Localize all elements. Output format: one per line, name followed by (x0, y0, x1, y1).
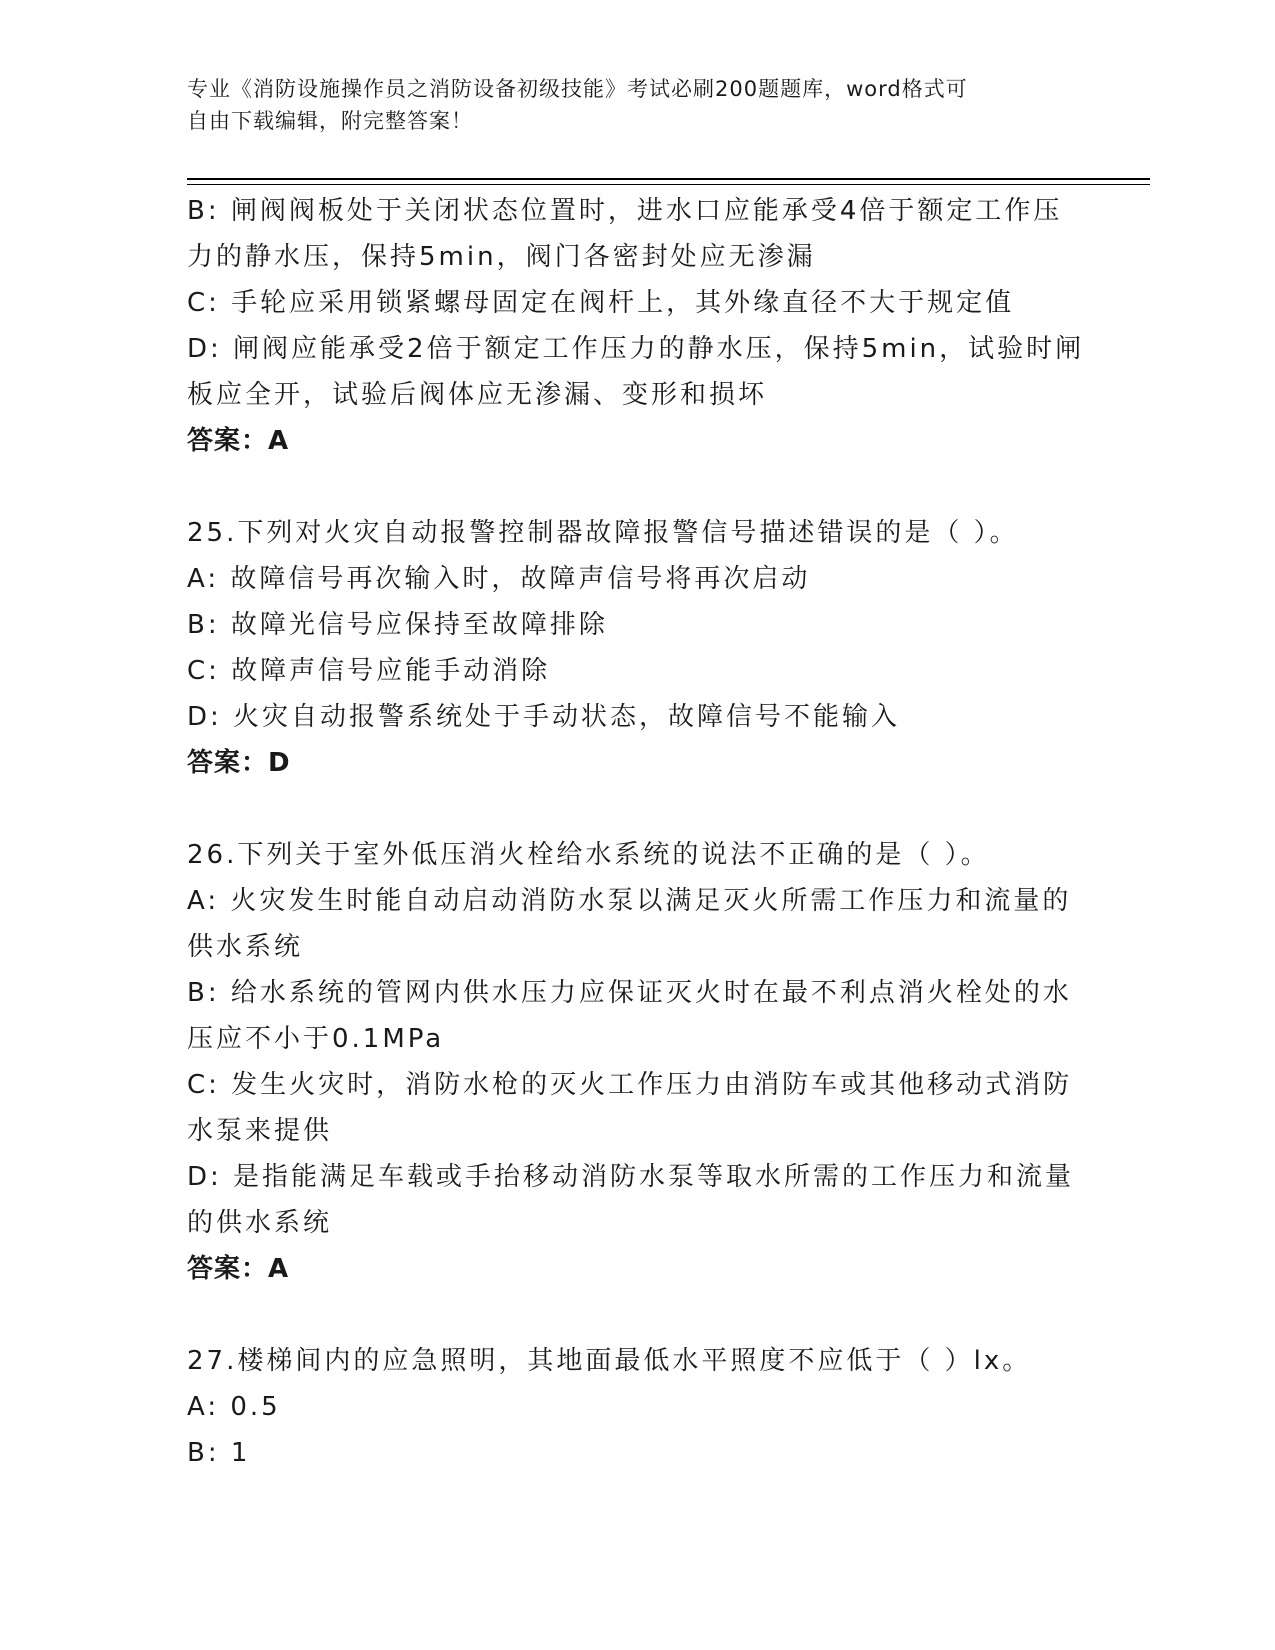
question-25-text: 25.下列对火灾自动报警控制器故障报警信号描述错误的是（ ）。 (187, 518, 1019, 548)
question-26-text: 26.下列关于室外低压消火栓给水系统的说法不正确的是（ ）。 (187, 840, 990, 870)
spacer (187, 1292, 1087, 1338)
question-27-text: 27.楼梯间内的应急照明，其地面最低水平照度不应低于（ ）lx。 (187, 1346, 1032, 1376)
option-b: B: 1 (187, 1438, 251, 1468)
option-d-line-2: 板应全开，试验后阀体应无渗漏、变形和损坏 (187, 380, 768, 410)
option-b-line-2: 压应不小于0.1MPa (187, 1024, 445, 1054)
option-d-line-2: 的供水系统 (187, 1208, 333, 1238)
spacer (187, 786, 1087, 832)
question-27-block (187, 1338, 1087, 1476)
option-c-line-2: 水泵来提供 (187, 1116, 333, 1146)
option-b-line-1: B: 给水系统的管网内供水压力应保证灭火时在最不利点消火栓处的水 (187, 978, 1072, 1008)
option-a-line-2: 供水系统 (187, 932, 304, 962)
question-content (187, 188, 1087, 1476)
option-c-line-1: C: 发生火灾时，消防水枪的灭火工作压力由消防车或其他移动式消防 (187, 1070, 1073, 1100)
option-a: A: 故障信号再次输入时，故障声信号将再次启动 (187, 564, 811, 594)
option-b-line-2: 力的静水压，保持5min，阀门各密封处应无渗漏 (187, 242, 816, 272)
option-d-line-1: D: 闸阀应能承受2倍于额定工作压力的静水压，保持5min，试验时闸 (187, 334, 1085, 364)
header-title-line-1: 专业《消防设施操作员之消防设备初级技能》考试必刷200题题库，word格式可 (187, 77, 968, 101)
option-c: C: 故障声信号应能手动消除 (187, 656, 551, 686)
document-header (187, 73, 1067, 137)
header-divider-thin (187, 184, 1150, 185)
option-b-line-1: B: 闸阀阀板处于关闭状态位置时，进水口应能承受4倍于额定工作压 (187, 196, 1063, 226)
option-d-line-1: D: 是指能满足车载或手抬移动消防水泵等取水所需的工作压力和流量 (187, 1162, 1075, 1192)
answer: 答案：D (187, 748, 291, 778)
previous-question-block (187, 188, 1087, 464)
option-b: B: 故障光信号应保持至故障排除 (187, 610, 608, 640)
header-divider-thick (187, 178, 1150, 180)
answer: 答案：A (187, 1254, 290, 1284)
question-26-block (187, 832, 1087, 1292)
spacer (187, 464, 1087, 510)
header-title-line-2: 自由下载编辑，附完整答案！ (187, 109, 473, 133)
question-25-block (187, 510, 1087, 786)
option-c: C: 手轮应采用锁紧螺母固定在阀杆上，其外缘直径不大于规定值 (187, 288, 1015, 318)
option-a-line-1: A: 火灾发生时能自动启动消防水泵以满足灭火所需工作压力和流量的 (187, 886, 1072, 916)
option-a: A: 0.5 (187, 1392, 281, 1422)
answer: 答案：A (187, 426, 290, 456)
option-d: D: 火灾自动报警系统处于手动状态，故障信号不能输入 (187, 702, 901, 732)
